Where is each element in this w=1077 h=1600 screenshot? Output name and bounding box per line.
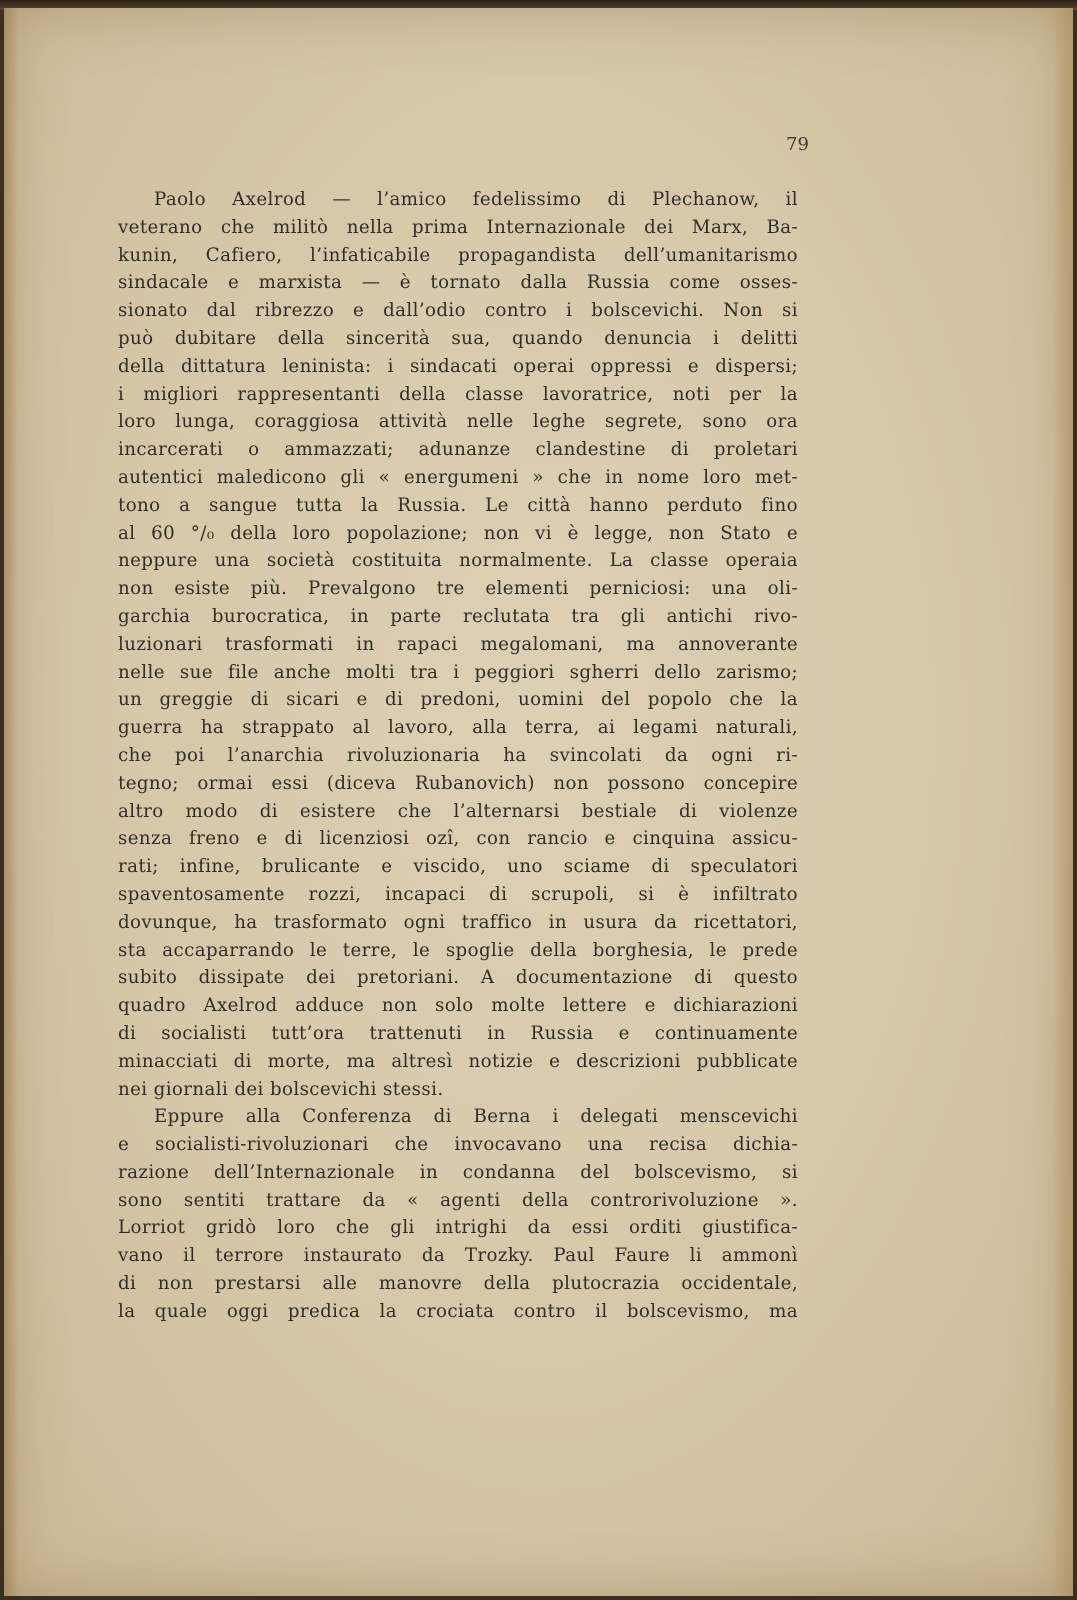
text-line: neppure una società costituita normalmente. La classe operaia [118,550,798,572]
text-line: della dittatura leninista: i sindacati operai oppressi e dispersi; [118,355,798,377]
text-line: garchia burocratica, in parte reclutata tra gli antichi rivo- [118,605,798,627]
text-line: razione dell’Internazionale in condanna del bolscevismo, si [118,1161,798,1183]
text-line: autentici maledicono gli « energumeni » che in nome loro met- [118,466,798,488]
page-edge-shadow-right [1051,8,1073,1596]
text-line: nelle sue file anche molti tra i peggiori sgherri dello zarismo; [118,661,798,683]
text-line: i migliori rappresentanti della classe lavoratrice, noti per la [118,383,798,405]
text-line: vano il terrore instaurato da Trozky. Paul Faure li ammonì [118,1245,798,1267]
text-line: kunin, Cafiero, l’infaticabile propagandista dell’umanitarismo [118,244,798,266]
book-page [4,8,1073,1596]
text-line: tegno; ormai essi (diceva Rubanovich) non possono concepire [118,772,798,794]
page-edge-shadow-left [4,8,18,1596]
text-line: Lorriot gridò loro che gli intrighi da essi orditi giustifica- [118,1217,798,1239]
text-line: di socialisti tutt’ora trattenuti in Russia e continuamente [118,1022,798,1044]
body-text [118,186,798,1326]
text-line: un greggie di sicari e di predoni, uomini del popolo che la [118,689,798,711]
text-line: incarcerati o ammazzati; adunanze clandestine di proletari [118,439,798,461]
text-line: la quale oggi predica la crociata contro il bolscevismo, ma [118,1300,798,1322]
text-line: al 60 °/₀ della loro popolazione; non vi è legge, non Stato e [118,522,798,544]
text-line: nei giornali dei bolscevichi stessi. [118,1078,444,1100]
text-line: loro lunga, coraggiosa attività nelle leghe segrete, sono ora [118,411,798,433]
text-line: sta accaparrando le terre, le spoglie della borghesia, le prede [118,939,798,961]
text-line: rati; infine, brulicante e viscido, uno sciame di speculatori [118,856,798,878]
text-line: può dubitare della sincerità sua, quando denuncia i delitti [118,327,798,349]
page-number: 79 [786,134,809,155]
text-line: altro modo di esistere che l’alternarsi bestiale di violenze [118,800,798,822]
text-line: subito dissipate dei pretoriani. A documentazione di questo [118,967,798,989]
text-line: tono a sangue tutta la Russia. Le città hanno perduto fino [118,494,798,516]
text-line: quadro Axelrod adduce non solo molte lettere e dichiarazioni [118,995,798,1017]
text-line: dovunque, ha trasformato ogni traffico in usura da ricettatori, [118,911,798,933]
text-line: che poi l’anarchia rivoluzionaria ha svincolati da ogni ri- [118,744,798,766]
text-line: guerra ha strappato al lavoro, alla terra, ai legami naturali, [118,717,798,739]
text-line: veterano che militò nella prima Internazionale dei Marx, Ba- [118,216,798,238]
text-line: sindacale e marxista — è tornato dalla Russia come osses- [118,272,798,294]
text-line: minacciati di morte, ma altresì notizie e descrizioni pubblicate [118,1050,798,1072]
text-line: spaventosamente rozzi, incapaci di scrupoli, si è infiltrato [118,883,798,905]
text-line: senza freno e di licenziosi ozî, con rancio e cinquina assicu- [118,828,798,850]
text-line: luzionari trasformati in rapaci megalomani, ma annoverante [118,633,798,655]
text-line: Eppure alla Conferenza di Berna i delegati menscevichi [154,1106,798,1128]
text-line: Paolo Axelrod — l’amico fedelissimo di Plechanow, il [154,189,798,210]
text-line: non esiste più. Prevalgono tre elementi perniciosi: una oli- [118,578,798,600]
text-line: sionato dal ribrezzo e dall’odio contro i bolscevichi. Non si [118,300,798,322]
text-line: di non prestarsi alle manovre della plutocrazia occidentale, [118,1273,798,1295]
text-line: e socialisti-rivoluzionari che invocavano una recisa dichia- [118,1134,798,1156]
text-line: sono sentiti trattare da « agenti della controrivoluzione ». [118,1189,798,1211]
